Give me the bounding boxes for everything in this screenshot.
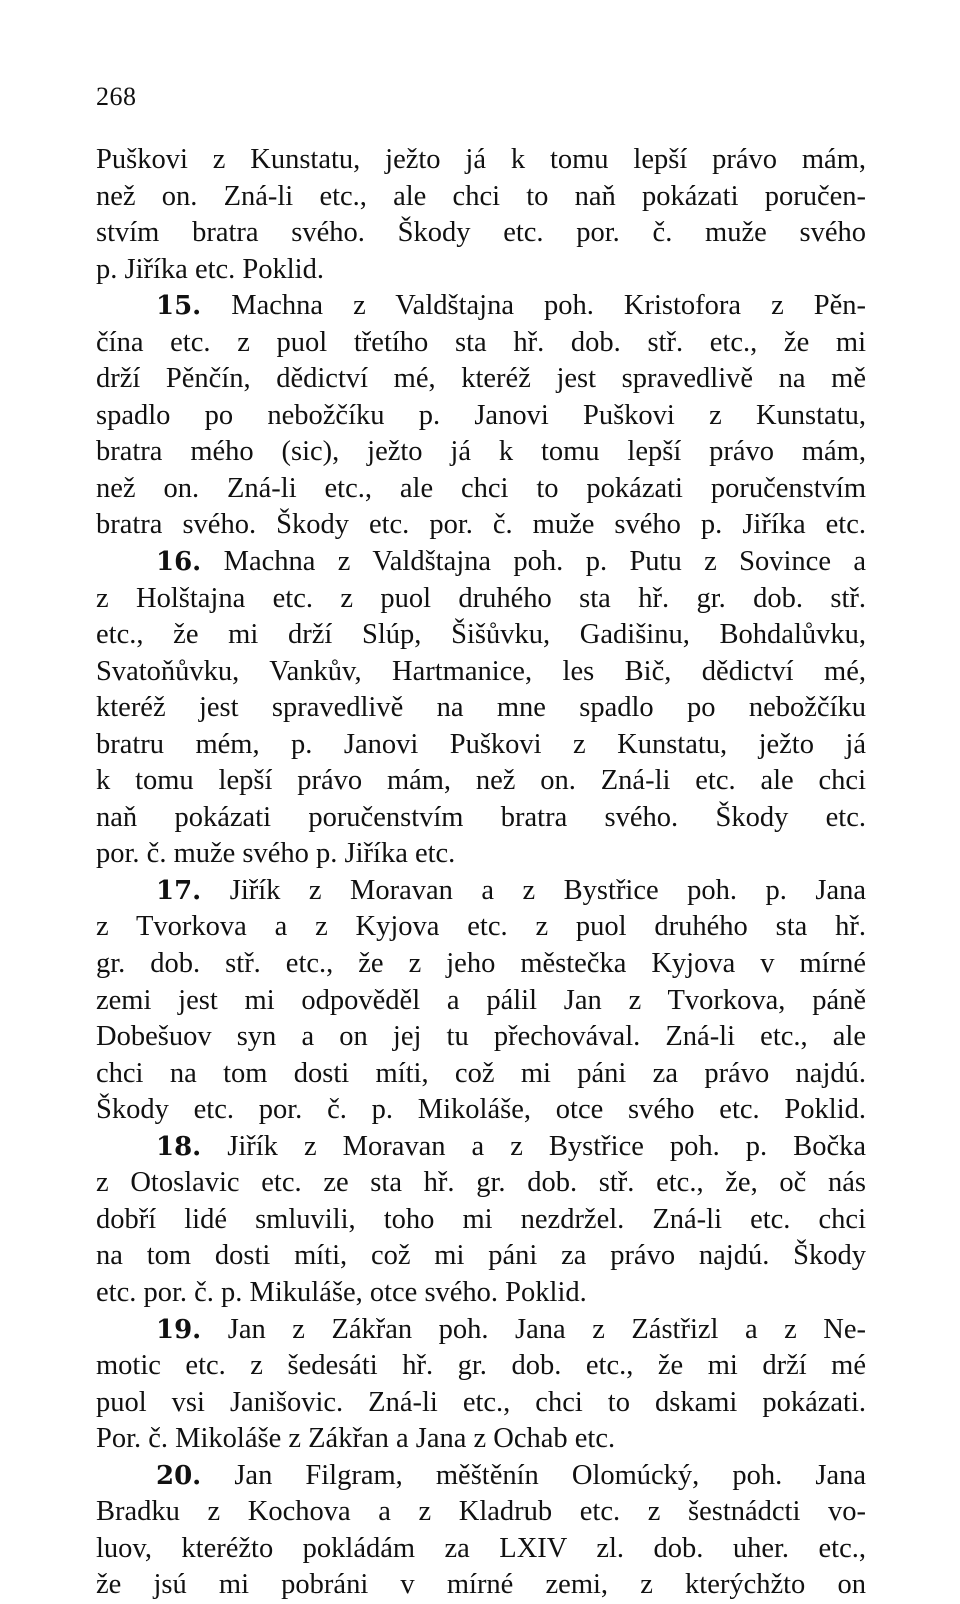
text-line (96, 179, 866, 216)
entry-number: 19. (156, 1314, 202, 1345)
line-text: z Holštajna etc. z puol druhého sta hř. gr. dob. stř. (96, 582, 866, 614)
text-line (96, 909, 866, 946)
text-line (96, 361, 866, 398)
text-line (96, 1531, 866, 1568)
text-line (96, 252, 866, 289)
text-line (96, 581, 866, 618)
text-line (96, 946, 866, 983)
text-line (96, 1421, 866, 1458)
entry-first-line (96, 288, 866, 325)
line-text: bratra svého. Škody etc. por. č. muže svého p. Jiříka etc. (96, 509, 866, 541)
line-text: k tomu lepší právo mám, než on. Zná-li etc. ale chci (96, 765, 866, 797)
line-text: Jan Filgram, měštěnín Olomúcký, poh. Jana (234, 1459, 866, 1491)
line-text: kteréž jest spravedlivě na mne spadlo po nebožčíku (96, 692, 866, 724)
line-text: Jan z Zákřan poh. Jana z Zástřizl a z Ne- (227, 1313, 867, 1345)
line-text: bratra mého (sic), ježto já k tomu lepší právo mám, (96, 436, 866, 468)
line-text: než on. Zná-li etc., ale chci to pokázati poručenstvím (96, 472, 866, 504)
line-text: Jiřík z Moravan a z Bystřice poh. p. Bočka (227, 1130, 866, 1162)
line-text: stvím bratra svého. Škody etc. por. č. muže svého (96, 217, 866, 249)
body-text (96, 142, 866, 1604)
line-text: že jsú mi pobráni v mírné zemi, z kterýchžto on (96, 1569, 866, 1601)
text-line (96, 836, 866, 873)
line-text: bratru mém, p. Janovi Puškovi z Kunstatu, ježto já (96, 728, 866, 760)
line-text: puol vsi Janišovic. Zná-li etc., chci to dskami pokázati. (96, 1386, 866, 1418)
text-line (96, 1238, 866, 1275)
text-line (96, 434, 866, 471)
text-line (96, 1056, 866, 1093)
entry-first-line (96, 873, 866, 910)
line-text: zemi jest mi odpověděl a pálil Jan z Tvorkova, páně (96, 984, 866, 1016)
line-text: por. č. muže svého p. Jiříka etc. (96, 838, 456, 870)
line-text: naň pokázati poručenstvím bratra svého. Škody etc. (96, 801, 866, 833)
line-text: etc. por. č. p. Mikuláše, otce svého. Poklid. (96, 1276, 587, 1308)
line-text: chci na tom dosti míti, což mi páni za právo najdú. (96, 1057, 866, 1089)
line-text: gr. dob. stř. etc., že z jeho městečka Kyjova v mírné (96, 948, 866, 980)
line-text: Machna z Valdštajna poh. p. Putu z Sovince a (223, 546, 867, 578)
text-line (96, 1019, 866, 1056)
entry-first-line (96, 1458, 866, 1495)
entry-number: 18. (156, 1131, 202, 1162)
page-number: 268 (96, 82, 137, 111)
text-line (96, 1092, 866, 1129)
line-text: motic etc. z šedesáti hř. gr. dob. etc., že mi drží mé (96, 1350, 866, 1382)
text-line (96, 1567, 866, 1604)
text-line (96, 398, 866, 435)
text-line (96, 215, 866, 252)
line-text: dobří lidé smluvili, toho mi nezdržel. Zná-li etc. chci (96, 1203, 866, 1235)
text-line (96, 800, 866, 837)
line-text: drží Pěnčín, dědictví mé, kteréž jest spravedlivě na mě (96, 363, 866, 395)
text-line (96, 983, 866, 1020)
text-line (96, 690, 866, 727)
line-text: než on. Zná-li etc., ale chci to naň pokázati poručen- (96, 180, 866, 212)
entry-first-line (96, 1129, 866, 1166)
entry-number: 17. (156, 875, 202, 906)
line-text: Por. č. Mikoláše z Zákřan a Jana z Ochab etc. (96, 1423, 616, 1455)
text-line (96, 1275, 866, 1312)
text-line (96, 1494, 866, 1531)
text-line (96, 763, 866, 800)
text-line (96, 507, 866, 544)
line-text: Machna z Valdštajna poh. Kristofora z Pěn- (231, 290, 866, 322)
entry-number: 16. (156, 547, 202, 578)
text-line (96, 1165, 866, 1202)
line-text: na tom dosti míti, což mi páni za právo najdú. Škody (96, 1240, 866, 1272)
text-line (96, 325, 866, 362)
line-text: Bradku z Kochova a z Kladrub etc. z šestnádcti vo- (96, 1496, 866, 1528)
line-text: Dobešuov syn a on jej tu přechovával. Zná-li etc., ale (96, 1021, 866, 1053)
line-text: z Tvorkova a z Kyjova etc. z puol druhého sta hř. (96, 911, 866, 943)
text-line (96, 727, 866, 764)
line-text: etc., že mi drží Slúp, Šišůvku, Gadišinu, Bohdalůvku, (96, 619, 866, 651)
line-text: čína etc. z puol třetího sta hř. dob. stř. etc., že mi (96, 326, 866, 358)
line-text: Jiřík z Moravan a z Bystřice poh. p. Jana (229, 874, 867, 906)
line-text: z Otoslavic etc. ze sta hř. gr. dob. stř. etc., že, oč nás (96, 1167, 866, 1199)
text-line (96, 1348, 866, 1385)
line-text: Puškovi z Kunstatu, ježto já k tomu lepší právo mám, (96, 144, 866, 175)
entry-first-line (96, 544, 866, 581)
text-line (96, 471, 866, 508)
line-text: luov, kteréžto pokládám za LXIV zl. dob. uher. etc., (96, 1532, 866, 1564)
text-line (96, 654, 866, 691)
line-text: Škody etc. por. č. p. Mikoláše, otce svého etc. Poklid. (96, 1094, 866, 1126)
line-text: p. Jiříka etc. Poklid. (96, 253, 324, 285)
line-text: Svatoňůvku, Vankův, Hartmanice, les Bič, dědictví mé, (96, 655, 866, 687)
entry-first-line (96, 1312, 866, 1349)
text-line (96, 142, 866, 179)
text-line (96, 1202, 866, 1239)
text-line (96, 1385, 866, 1422)
entry-number: 15. (156, 291, 202, 322)
entry-number: 20. (156, 1460, 202, 1491)
text-line (96, 617, 866, 654)
line-text: spadlo po nebožčíku p. Janovi Puškovi z Kunstatu, (96, 399, 866, 431)
